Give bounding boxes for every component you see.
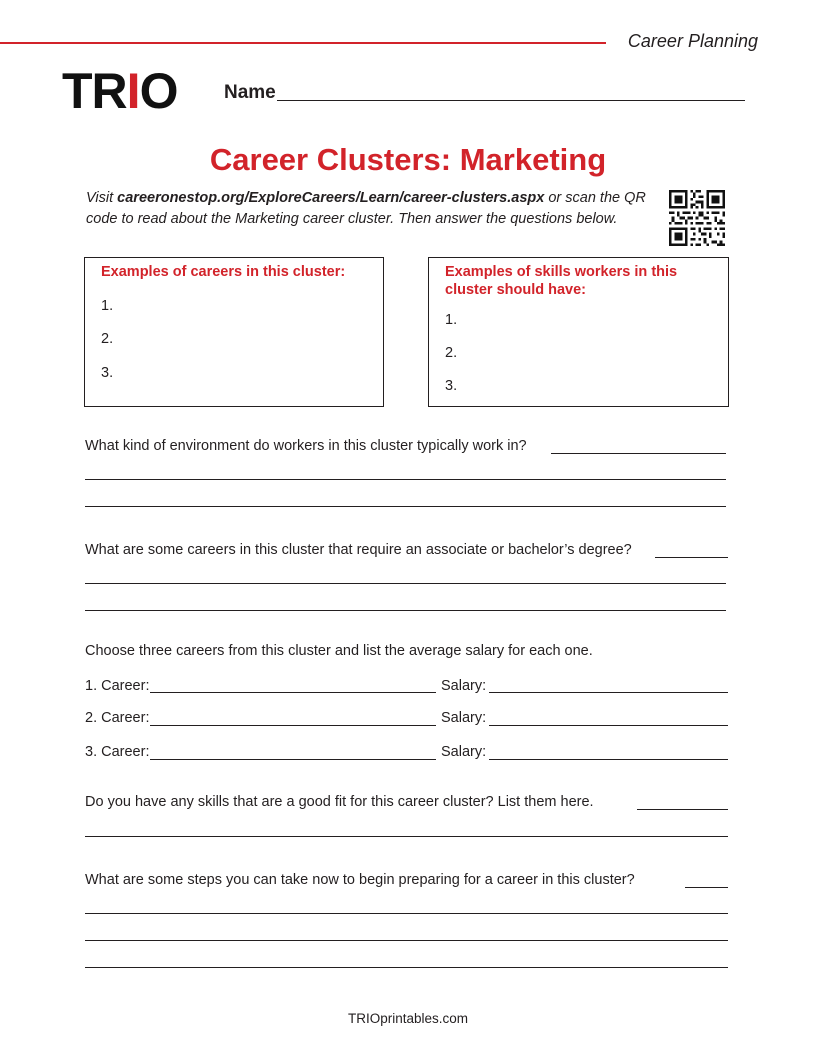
- answer-line[interactable]: [85, 583, 726, 584]
- question-salaries: Choose three careers from this cluster and list the average salary for each one.: [85, 643, 593, 659]
- skills-item-1: 1.: [445, 312, 458, 328]
- salary-3-label: Salary:: [441, 744, 487, 760]
- careers-item-3: 3.: [101, 365, 114, 381]
- question-environment: What kind of environment do workers in this cluster typically work in?: [85, 438, 527, 454]
- careers-box-title: Examples of careers in this cluster:: [101, 264, 346, 280]
- career-1-label: 1. Career:: [85, 678, 150, 694]
- skills-box-title-line1: Examples of skills workers in this: [445, 264, 678, 280]
- header-category: Career Planning: [627, 31, 758, 51]
- name-label: Name: [224, 82, 276, 103]
- salary-3-field[interactable]: [489, 759, 728, 760]
- skills-item-3: 3.: [445, 378, 458, 394]
- qr-code-icon: [669, 190, 725, 246]
- careers-item-2: 2.: [101, 331, 114, 347]
- intro-rest: or scan the QR code to read about the Marketing career cluster. Then answer the questions below.: [86, 190, 646, 227]
- logo-suffix: O: [139, 63, 178, 119]
- careers-item-1: 1.: [101, 298, 114, 314]
- trio-logo: [62, 63, 178, 119]
- career-2-label: 2. Career:: [85, 710, 150, 726]
- skills-examples-box: [428, 257, 729, 407]
- answer-line[interactable]: [685, 887, 728, 888]
- answer-line[interactable]: [85, 940, 728, 941]
- intro-url: careeronestop.org/ExploreCareers/Learn/career-clusters.aspx: [117, 190, 545, 206]
- career-1-field[interactable]: [150, 692, 436, 693]
- skills-box-title-line2: cluster should have:: [445, 282, 587, 298]
- career-3-field[interactable]: [150, 759, 436, 760]
- logo-prefix: TR: [62, 63, 127, 119]
- name-field[interactable]: [277, 100, 745, 101]
- career-2-field[interactable]: [150, 725, 436, 726]
- answer-line[interactable]: [85, 610, 726, 611]
- answer-line[interactable]: [85, 913, 728, 914]
- question-degree-careers: What are some careers in this cluster that require an associate or bachelor’s degree?: [85, 542, 632, 558]
- logo-accent: I: [126, 63, 140, 119]
- question-skills-fit: Do you have any skills that are a good fit for this career cluster? List them here.: [85, 794, 594, 810]
- intro-text: [86, 188, 666, 230]
- salary-1-label: Salary:: [441, 678, 487, 694]
- careers-examples-box: [84, 257, 384, 407]
- career-3-label: 3. Career:: [85, 744, 150, 760]
- answer-line[interactable]: [85, 836, 728, 837]
- page-title: Career Clusters: Marketing: [209, 142, 607, 177]
- answer-line[interactable]: [637, 809, 728, 810]
- answer-line[interactable]: [85, 967, 728, 968]
- answer-line[interactable]: [85, 506, 726, 507]
- intro-lead: Visit: [86, 190, 118, 206]
- salary-1-field[interactable]: [489, 692, 728, 693]
- answer-line[interactable]: [551, 453, 726, 454]
- footer-website: TRIOprintables.com: [347, 1011, 469, 1026]
- skills-item-2: 2.: [445, 345, 458, 361]
- salary-2-field[interactable]: [489, 725, 728, 726]
- header-red-rule: [0, 42, 606, 44]
- answer-line[interactable]: [85, 479, 726, 480]
- question-preparation-steps: What are some steps you can take now to begin preparing for a career in this cluster?: [85, 872, 635, 888]
- answer-line[interactable]: [655, 557, 728, 558]
- salary-2-label: Salary:: [441, 710, 487, 726]
